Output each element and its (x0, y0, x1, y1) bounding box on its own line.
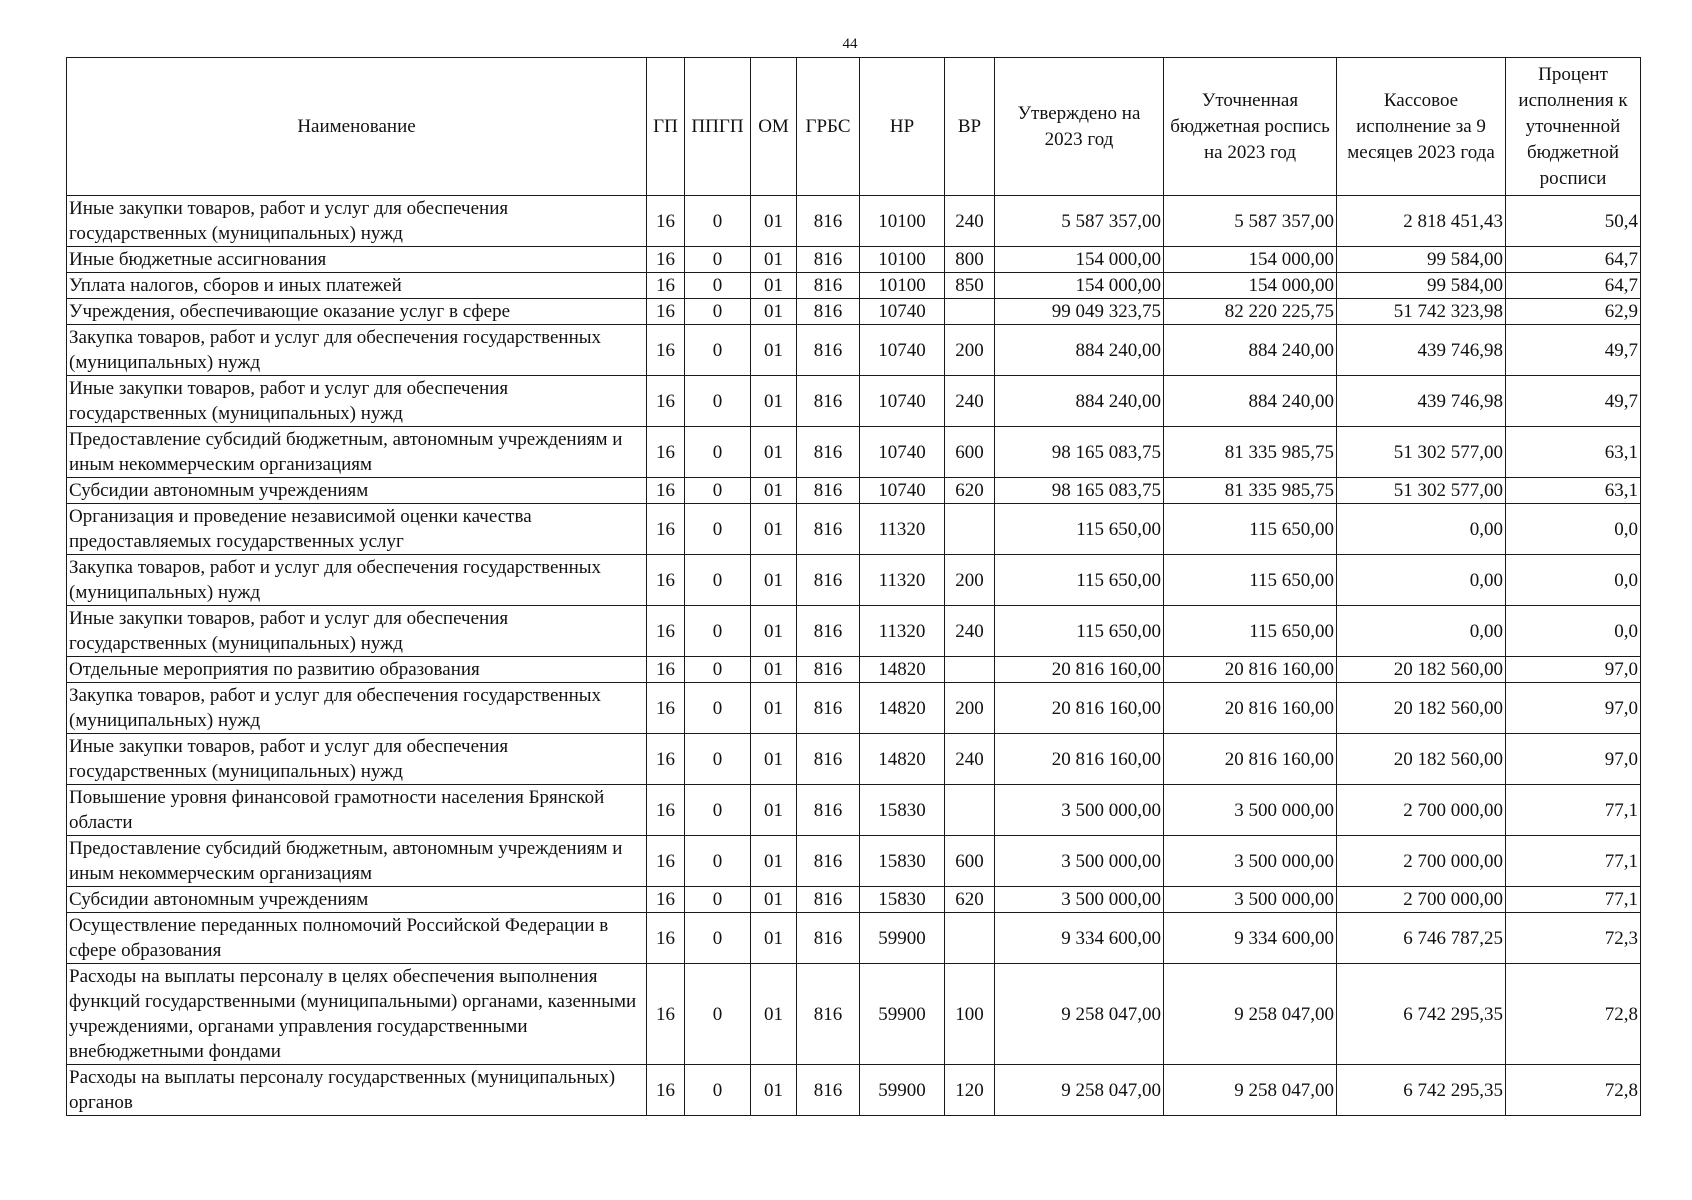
cell-refined: 82 220 225,75 (1164, 299, 1337, 325)
cell-cash: 2 700 000,00 (1337, 836, 1506, 887)
cell-percent: 97,0 (1506, 683, 1641, 734)
cell-refined: 3 500 000,00 (1164, 836, 1337, 887)
cell-gp: 16 (647, 478, 685, 504)
cell-percent: 63,1 (1506, 427, 1641, 478)
header-cash: Кассовое исполнение за 9 месяцев 2023 года (1337, 58, 1506, 196)
cell-gp: 16 (647, 273, 685, 299)
cell-cash: 2 818 451,43 (1337, 196, 1506, 247)
cell-gp: 16 (647, 555, 685, 606)
cell-approved: 20 816 160,00 (995, 683, 1164, 734)
cell-percent: 49,7 (1506, 376, 1641, 427)
cell-percent: 97,0 (1506, 734, 1641, 785)
cell-percent: 72,8 (1506, 1065, 1641, 1116)
cell-name: Предоставление субсидий бюджетным, автономным учреждениям и иным некоммерческим организациям (67, 836, 647, 887)
cell-om: 01 (751, 657, 797, 683)
cell-percent: 62,9 (1506, 299, 1641, 325)
cell-cash: 6 746 787,25 (1337, 913, 1506, 964)
cell-grbs: 816 (797, 1065, 860, 1116)
cell-gp: 16 (647, 964, 685, 1065)
cell-ppgp: 0 (685, 785, 751, 836)
cell-vr: 240 (945, 734, 995, 785)
cell-cash: 0,00 (1337, 555, 1506, 606)
cell-approved: 115 650,00 (995, 606, 1164, 657)
cell-om: 01 (751, 836, 797, 887)
cell-grbs: 816 (797, 427, 860, 478)
cell-nr: 59900 (860, 913, 945, 964)
cell-cash: 51 742 323,98 (1337, 299, 1506, 325)
cell-name: Осуществление переданных полномочий Российской Федерации в сфере образования (67, 913, 647, 964)
cell-cash: 51 302 577,00 (1337, 427, 1506, 478)
cell-percent: 64,7 (1506, 247, 1641, 273)
cell-percent: 77,1 (1506, 785, 1641, 836)
cell-vr: 850 (945, 273, 995, 299)
cell-nr: 14820 (860, 683, 945, 734)
cell-percent: 0,0 (1506, 504, 1641, 555)
cell-approved: 154 000,00 (995, 273, 1164, 299)
cell-ppgp: 0 (685, 657, 751, 683)
cell-approved: 9 334 600,00 (995, 913, 1164, 964)
cell-percent: 0,0 (1506, 606, 1641, 657)
header-percent: Процент исполнения к уточненной бюджетной росписи (1506, 58, 1641, 196)
cell-name: Иные закупки товаров, работ и услуг для обеспечения государственных (муниципальных) нужд (67, 376, 647, 427)
cell-om: 01 (751, 325, 797, 376)
cell-om: 01 (751, 887, 797, 913)
table-body (67, 196, 1641, 1116)
cell-cash: 99 584,00 (1337, 273, 1506, 299)
cell-gp: 16 (647, 836, 685, 887)
cell-grbs: 816 (797, 887, 860, 913)
cell-grbs: 816 (797, 657, 860, 683)
cell-vr: 800 (945, 247, 995, 273)
table-header (67, 58, 1641, 196)
cell-gp: 16 (647, 1065, 685, 1116)
table-row (67, 913, 1641, 964)
cell-approved: 3 500 000,00 (995, 836, 1164, 887)
cell-nr: 10740 (860, 299, 945, 325)
cell-approved: 884 240,00 (995, 376, 1164, 427)
cell-grbs: 816 (797, 247, 860, 273)
cell-name: Закупка товаров, работ и услуг для обеспечения государственных (муниципальных) нужд (67, 325, 647, 376)
cell-nr: 10740 (860, 478, 945, 504)
cell-refined: 20 816 160,00 (1164, 683, 1337, 734)
table-row (67, 273, 1641, 299)
cell-name: Повышение уровня финансовой грамотности населения Брянской области (67, 785, 647, 836)
cell-refined: 884 240,00 (1164, 376, 1337, 427)
cell-nr: 14820 (860, 734, 945, 785)
cell-percent: 63,1 (1506, 478, 1641, 504)
cell-om: 01 (751, 376, 797, 427)
cell-om: 01 (751, 964, 797, 1065)
cell-grbs: 816 (797, 683, 860, 734)
cell-ppgp: 0 (685, 1065, 751, 1116)
table-row (67, 606, 1641, 657)
cell-name: Организация и проведение независимой оценки качества предоставляемых государственных услуг (67, 504, 647, 555)
cell-vr: 200 (945, 555, 995, 606)
page-number: 44 (842, 36, 858, 52)
cell-name: Расходы на выплаты персоналу в целях обеспечения выполнения функций государственными (муниципальными) органами, казенными учреждениями, органами управления государственными внебюджетными фондами (67, 964, 647, 1065)
cell-grbs: 816 (797, 734, 860, 785)
cell-refined: 115 650,00 (1164, 555, 1337, 606)
cell-cash: 20 182 560,00 (1337, 734, 1506, 785)
table-row (67, 1065, 1641, 1116)
cell-refined: 9 258 047,00 (1164, 1065, 1337, 1116)
cell-approved: 3 500 000,00 (995, 887, 1164, 913)
cell-om: 01 (751, 913, 797, 964)
cell-percent: 0,0 (1506, 555, 1641, 606)
cell-name: Отдельные мероприятия по развитию образования (67, 657, 647, 683)
cell-gp: 16 (647, 504, 685, 555)
cell-ppgp: 0 (685, 325, 751, 376)
cell-ppgp: 0 (685, 478, 751, 504)
table-row (67, 196, 1641, 247)
budget-execution-table (66, 57, 1641, 1116)
cell-percent: 64,7 (1506, 273, 1641, 299)
cell-grbs: 816 (797, 478, 860, 504)
cell-om: 01 (751, 299, 797, 325)
cell-refined: 154 000,00 (1164, 247, 1337, 273)
cell-name: Учреждения, обеспечивающие оказание услуг в сфере (67, 299, 647, 325)
table-row (67, 376, 1641, 427)
cell-approved: 20 816 160,00 (995, 734, 1164, 785)
cell-name: Иные закупки товаров, работ и услуг для обеспечения государственных (муниципальных) нужд (67, 606, 647, 657)
cell-vr: 620 (945, 887, 995, 913)
cell-om: 01 (751, 247, 797, 273)
cell-grbs: 816 (797, 555, 860, 606)
cell-approved: 98 165 083,75 (995, 427, 1164, 478)
cell-gp: 16 (647, 683, 685, 734)
cell-approved: 9 258 047,00 (995, 1065, 1164, 1116)
cell-om: 01 (751, 555, 797, 606)
cell-grbs: 816 (797, 273, 860, 299)
cell-vr: 620 (945, 478, 995, 504)
header-om: ОМ (751, 58, 797, 196)
cell-grbs: 816 (797, 836, 860, 887)
cell-cash: 0,00 (1337, 504, 1506, 555)
cell-vr: 600 (945, 427, 995, 478)
cell-gp: 16 (647, 657, 685, 683)
cell-cash: 6 742 295,35 (1337, 1065, 1506, 1116)
cell-gp: 16 (647, 606, 685, 657)
cell-om: 01 (751, 1065, 797, 1116)
cell-approved: 98 165 083,75 (995, 478, 1164, 504)
cell-refined: 20 816 160,00 (1164, 657, 1337, 683)
cell-approved: 154 000,00 (995, 247, 1164, 273)
cell-vr (945, 299, 995, 325)
cell-grbs: 816 (797, 196, 860, 247)
table-row (67, 734, 1641, 785)
cell-ppgp: 0 (685, 913, 751, 964)
cell-om: 01 (751, 785, 797, 836)
header-vr: ВР (945, 58, 995, 196)
cell-grbs: 816 (797, 504, 860, 555)
table-row (67, 247, 1641, 273)
table-row (67, 504, 1641, 555)
cell-om: 01 (751, 196, 797, 247)
cell-refined: 154 000,00 (1164, 273, 1337, 299)
cell-cash: 6 742 295,35 (1337, 964, 1506, 1065)
cell-name: Закупка товаров, работ и услуг для обеспечения государственных (муниципальных) нужд (67, 555, 647, 606)
cell-gp: 16 (647, 427, 685, 478)
cell-ppgp: 0 (685, 299, 751, 325)
cell-vr (945, 913, 995, 964)
header-name: Наименование (67, 58, 647, 196)
cell-gp: 16 (647, 247, 685, 273)
cell-vr (945, 657, 995, 683)
cell-ppgp: 0 (685, 504, 751, 555)
cell-cash: 20 182 560,00 (1337, 683, 1506, 734)
cell-refined: 3 500 000,00 (1164, 785, 1337, 836)
cell-gp: 16 (647, 325, 685, 376)
cell-refined: 20 816 160,00 (1164, 734, 1337, 785)
cell-ppgp: 0 (685, 887, 751, 913)
table-row (67, 785, 1641, 836)
cell-vr: 100 (945, 964, 995, 1065)
cell-nr: 15830 (860, 887, 945, 913)
cell-approved: 115 650,00 (995, 555, 1164, 606)
cell-gp: 16 (647, 913, 685, 964)
cell-percent: 49,7 (1506, 325, 1641, 376)
cell-vr: 240 (945, 196, 995, 247)
cell-percent: 77,1 (1506, 836, 1641, 887)
cell-ppgp: 0 (685, 734, 751, 785)
cell-name: Закупка товаров, работ и услуг для обеспечения государственных (муниципальных) нужд (67, 683, 647, 734)
cell-vr (945, 785, 995, 836)
header-nr: НР (860, 58, 945, 196)
cell-approved: 3 500 000,00 (995, 785, 1164, 836)
cell-cash: 20 182 560,00 (1337, 657, 1506, 683)
cell-grbs: 816 (797, 785, 860, 836)
cell-vr (945, 504, 995, 555)
cell-gp: 16 (647, 376, 685, 427)
cell-om: 01 (751, 683, 797, 734)
table-row (67, 887, 1641, 913)
table-row (67, 683, 1641, 734)
cell-cash: 99 584,00 (1337, 247, 1506, 273)
table-row (67, 964, 1641, 1065)
cell-name: Субсидии автономным учреждениям (67, 887, 647, 913)
cell-vr: 200 (945, 683, 995, 734)
cell-nr: 10100 (860, 196, 945, 247)
cell-nr: 59900 (860, 1065, 945, 1116)
cell-refined: 5 587 357,00 (1164, 196, 1337, 247)
table-row (67, 325, 1641, 376)
cell-name: Иные закупки товаров, работ и услуг для обеспечения государственных (муниципальных) нужд (67, 734, 647, 785)
cell-cash: 0,00 (1337, 606, 1506, 657)
cell-om: 01 (751, 273, 797, 299)
cell-cash: 2 700 000,00 (1337, 785, 1506, 836)
cell-percent: 72,3 (1506, 913, 1641, 964)
cell-ppgp: 0 (685, 376, 751, 427)
cell-gp: 16 (647, 887, 685, 913)
cell-nr: 10740 (860, 325, 945, 376)
header-row (67, 58, 1641, 196)
cell-vr: 600 (945, 836, 995, 887)
header-ppgp: ППГП (685, 58, 751, 196)
cell-approved: 9 258 047,00 (995, 964, 1164, 1065)
cell-approved: 884 240,00 (995, 325, 1164, 376)
cell-approved: 99 049 323,75 (995, 299, 1164, 325)
cell-name: Уплата налогов, сборов и иных платежей (67, 273, 647, 299)
cell-percent: 72,8 (1506, 964, 1641, 1065)
header-gp: ГП (647, 58, 685, 196)
cell-name: Иные бюджетные ассигнования (67, 247, 647, 273)
cell-grbs: 816 (797, 913, 860, 964)
cell-refined: 3 500 000,00 (1164, 887, 1337, 913)
cell-vr: 240 (945, 376, 995, 427)
cell-name: Расходы на выплаты персоналу государственных (муниципальных) органов (67, 1065, 647, 1116)
cell-nr: 11320 (860, 504, 945, 555)
cell-vr: 240 (945, 606, 995, 657)
cell-gp: 16 (647, 196, 685, 247)
table-row (67, 478, 1641, 504)
cell-nr: 59900 (860, 964, 945, 1065)
table-row (67, 555, 1641, 606)
cell-refined: 81 335 985,75 (1164, 478, 1337, 504)
cell-approved: 5 587 357,00 (995, 196, 1164, 247)
cell-refined: 115 650,00 (1164, 606, 1337, 657)
cell-nr: 10740 (860, 376, 945, 427)
cell-om: 01 (751, 427, 797, 478)
cell-refined: 9 258 047,00 (1164, 964, 1337, 1065)
cell-ppgp: 0 (685, 606, 751, 657)
cell-om: 01 (751, 504, 797, 555)
table-row (67, 657, 1641, 683)
cell-grbs: 816 (797, 325, 860, 376)
cell-percent: 97,0 (1506, 657, 1641, 683)
header-refined: Уточненная бюджетная роспись на 2023 год (1164, 58, 1337, 196)
cell-vr: 200 (945, 325, 995, 376)
cell-percent: 50,4 (1506, 196, 1641, 247)
cell-percent: 77,1 (1506, 887, 1641, 913)
cell-grbs: 816 (797, 299, 860, 325)
cell-ppgp: 0 (685, 427, 751, 478)
cell-name: Иные закупки товаров, работ и услуг для обеспечения государственных (муниципальных) нужд (67, 196, 647, 247)
cell-refined: 81 335 985,75 (1164, 427, 1337, 478)
cell-ppgp: 0 (685, 555, 751, 606)
cell-cash: 51 302 577,00 (1337, 478, 1506, 504)
table-row (67, 427, 1641, 478)
cell-gp: 16 (647, 734, 685, 785)
table-row (67, 299, 1641, 325)
cell-ppgp: 0 (685, 247, 751, 273)
cell-grbs: 816 (797, 606, 860, 657)
cell-refined: 884 240,00 (1164, 325, 1337, 376)
cell-nr: 10100 (860, 247, 945, 273)
cell-ppgp: 0 (685, 683, 751, 734)
cell-gp: 16 (647, 785, 685, 836)
cell-grbs: 816 (797, 376, 860, 427)
cell-om: 01 (751, 478, 797, 504)
cell-om: 01 (751, 606, 797, 657)
cell-name: Субсидии автономным учреждениям (67, 478, 647, 504)
cell-name: Предоставление субсидий бюджетным, автономным учреждениям и иным некоммерческим организациям (67, 427, 647, 478)
cell-cash: 439 746,98 (1337, 376, 1506, 427)
cell-refined: 9 334 600,00 (1164, 913, 1337, 964)
cell-nr: 11320 (860, 606, 945, 657)
cell-nr: 10740 (860, 427, 945, 478)
cell-vr: 120 (945, 1065, 995, 1116)
cell-nr: 15830 (860, 785, 945, 836)
cell-nr: 14820 (860, 657, 945, 683)
cell-gp: 16 (647, 299, 685, 325)
cell-approved: 115 650,00 (995, 504, 1164, 555)
cell-ppgp: 0 (685, 836, 751, 887)
cell-nr: 10100 (860, 273, 945, 299)
header-approved: Утверждено на 2023 год (995, 58, 1164, 196)
table-row (67, 836, 1641, 887)
cell-nr: 15830 (860, 836, 945, 887)
cell-refined: 115 650,00 (1164, 504, 1337, 555)
header-grbs: ГРБС (797, 58, 860, 196)
cell-ppgp: 0 (685, 196, 751, 247)
cell-ppgp: 0 (685, 964, 751, 1065)
cell-cash: 2 700 000,00 (1337, 887, 1506, 913)
cell-nr: 11320 (860, 555, 945, 606)
cell-grbs: 816 (797, 964, 860, 1065)
cell-cash: 439 746,98 (1337, 325, 1506, 376)
cell-om: 01 (751, 734, 797, 785)
cell-ppgp: 0 (685, 273, 751, 299)
cell-approved: 20 816 160,00 (995, 657, 1164, 683)
